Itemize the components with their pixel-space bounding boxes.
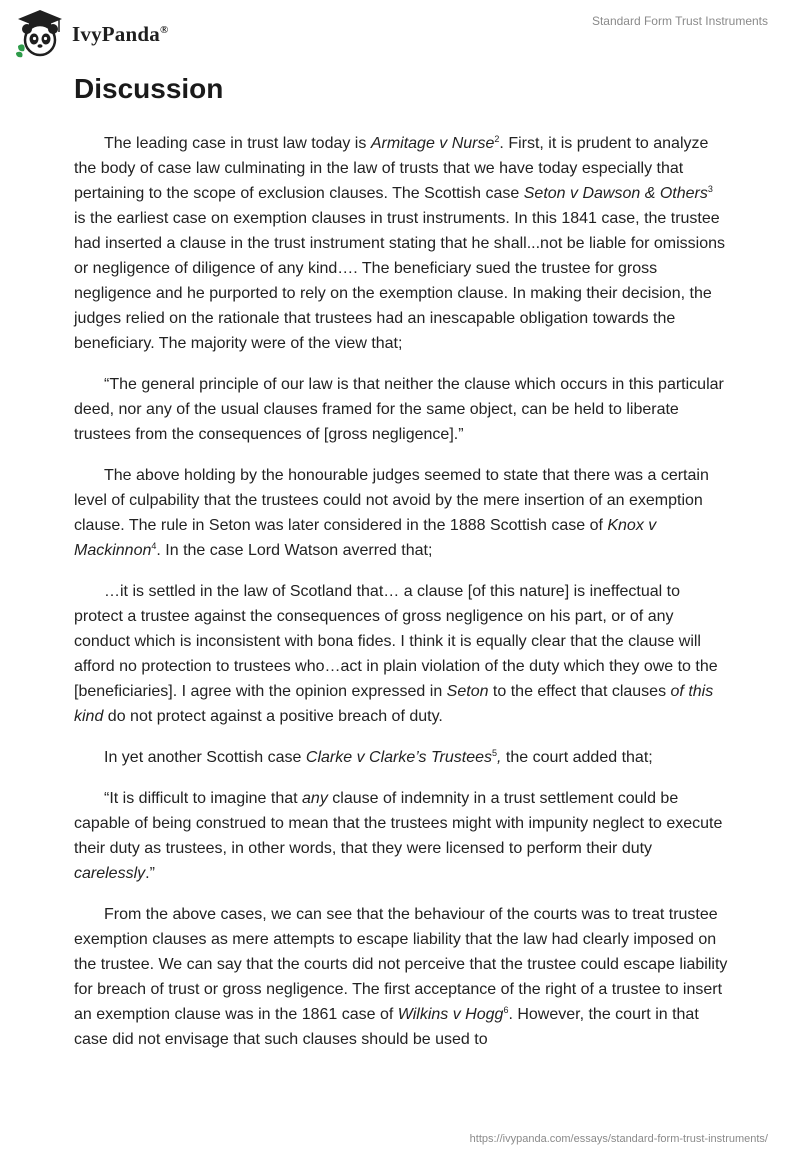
body-paragraph xyxy=(74,372,728,447)
text-run: “It is difficult to imagine that xyxy=(104,790,303,807)
text-run: The above holding by the honourable judges seemed to state that there was a certain level of culpability that the trustees could not avoid by the mere insertion of an exemption clause. The rule in Seton was later considered in the 1888 Scottish case of xyxy=(74,467,709,534)
italic-text: any xyxy=(302,790,328,807)
text-run: . First, it is prudent to analyze the body of case law culminating in the law of trusts that we have today especially that pertaining to the scope of exclusion clauses. The Scottish case xyxy=(74,135,709,202)
text-run: . In the case Lord Watson averred that; xyxy=(156,542,433,559)
text-run: the court added that; xyxy=(501,749,653,766)
italic-text: Knox v Mackinnon xyxy=(74,517,657,559)
italic-text: Seton v Dawson & Others xyxy=(523,185,708,202)
page-header xyxy=(0,0,800,64)
footnote-reference[interactable]: 2 xyxy=(494,134,500,144)
italic-text: Seton xyxy=(446,683,489,700)
text-run: In yet another Scottish case xyxy=(104,749,306,766)
footnote-reference[interactable]: 5 xyxy=(492,748,498,758)
text-run: …it is settled in the law of Scotland that… a clause [of this nature] is ineffectual to protect a trustee against the consequences of gross negligence on his part, or of any conduct which is inconsistent with bona fides. I think it is equally clear that the clause will afford no protection to trustees who…act in plain violation of the duty which they owe to the [beneficiaries]. I agree with the opinion expressed in xyxy=(74,583,718,700)
italic-text: of this kind xyxy=(74,683,714,725)
italic-text: Armitage v Nurse xyxy=(370,135,495,152)
footnote-reference[interactable]: 3 xyxy=(707,184,713,194)
italic-text: , xyxy=(497,749,502,766)
section-heading: Discussion xyxy=(74,73,224,104)
panda-graduate-icon xyxy=(14,8,66,60)
text-run: “The general principle of our law is that neither the clause which occurs in this particular deed, nor any of the usual clauses framed for the same object, can be held to liberate trustees from the consequences of [gross negligence].” xyxy=(74,376,724,443)
text-run: From the above cases, we can see that the behaviour of the courts was to treat trustee exemption clauses as mere attempts to escape liability that the law had clearly imposed on the trustee. We can say that the courts did not perceive that the trustee could escape liability for breach of trust or gross negligence. The first acceptance of the right of a trustee to insert an exemption clause was in the 1861 case of xyxy=(74,906,728,1023)
document-body xyxy=(74,131,728,1068)
body-paragraph xyxy=(74,745,728,770)
italic-text: Wilkins v Hogg xyxy=(397,1006,504,1023)
text-run: to the effect that clauses xyxy=(488,683,671,700)
body-paragraph xyxy=(74,131,728,356)
text-run: is the earliest case on exemption clauses in trust instruments. In this 1841 case, the trustee had inserted a clause in the trust instrument stating that he shall...not be liable for omissions or negligence of diligence of any kind…. The beneficiary sued the trustee for gross negligence and he purported to rely on the exemption clause. In making their decision, the judges relied on the rationale that trustees had an inescapable obligation towards the beneficiary. The majority were of the view that; xyxy=(74,210,726,352)
italic-text: Clarke v Clarke’s Trustees xyxy=(305,749,493,766)
footnote-reference[interactable]: 4 xyxy=(151,541,157,551)
body-paragraph xyxy=(74,579,728,729)
italic-text: carelessly xyxy=(74,865,146,882)
body-paragraph xyxy=(74,786,728,886)
text-run: The leading case in trust law today is xyxy=(104,135,371,152)
ivypanda-logo[interactable] xyxy=(14,8,168,60)
body-paragraph xyxy=(74,902,728,1052)
source-url[interactable]: https://ivypanda.com/essays/standard-form-trust-instruments/ xyxy=(469,1133,768,1145)
text-run: .” xyxy=(145,865,155,882)
text-run: . However, the court in that case did not envisage that such clauses should be used to xyxy=(74,1006,699,1048)
text-run: do not protect against a positive breach of duty. xyxy=(103,708,443,725)
logo-text: IvyPanda® xyxy=(72,21,169,46)
document-title: Standard Form Trust Instruments xyxy=(591,14,768,28)
footnote-reference[interactable]: 6 xyxy=(503,1005,509,1015)
body-paragraph xyxy=(74,463,728,563)
text-run: clause of indemnity in a trust settlement could be capable of being construed to mean that the trustees might with impunity neglect to execute their duty as trustees, in other words, that they were licensed to perform their duty xyxy=(74,790,723,857)
